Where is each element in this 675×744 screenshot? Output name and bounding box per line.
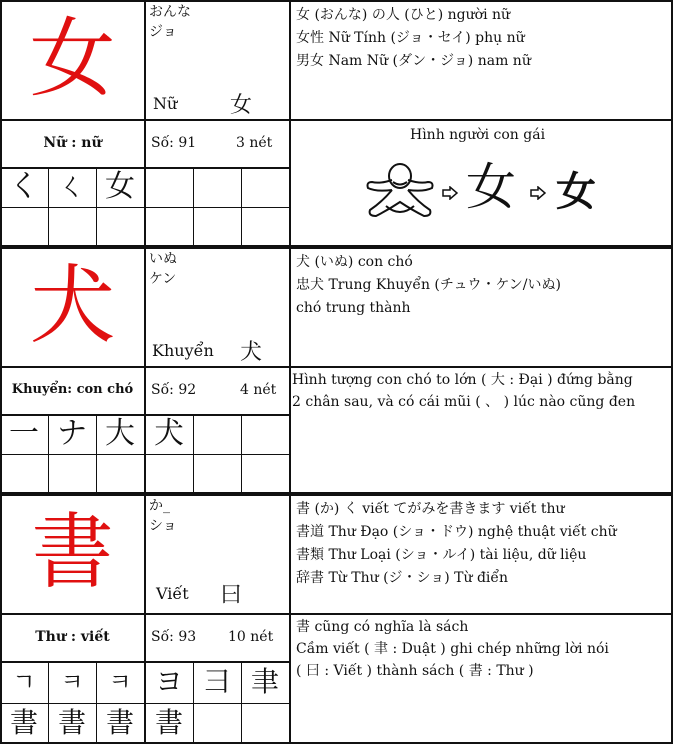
meaning-line: chó trung thành [296, 300, 411, 316]
stroke-step: 女 [105, 169, 135, 204]
description-title: Hình người con gái [410, 127, 546, 143]
stroke-step: 大 [105, 416, 135, 451]
big-kanji: 書 [31, 505, 114, 600]
stroke-box [96, 454, 145, 494]
evolution-kanji-handwritten: 女 [466, 158, 516, 216]
on-reading: ショ [149, 518, 177, 534]
meaning-line: 男女 Nam Nữ (ダン・ジョ) nam nữ [296, 53, 531, 69]
meaning-line: 忠犬 Trung Khuyển (チュウ・ケン/いぬ) [296, 277, 561, 293]
stroke-count: 10 nét [228, 629, 274, 645]
description-line: Cầm viết ( 聿 : Duật ) ghi chép những lời nói [296, 641, 609, 657]
description-line: Hình tượng con chó to lớn ( 大 : Đại ) đứng bằng [292, 372, 633, 388]
stroke-count: 3 nét [236, 135, 273, 151]
stroke-box [48, 454, 97, 494]
kanji-number: Số: 92 [151, 382, 197, 398]
radical-glyph: 女 [230, 93, 253, 118]
kanji-number: Số: 93 [151, 629, 197, 645]
stroke-step: く [9, 169, 39, 204]
arrow-right-icon [442, 186, 458, 200]
radical-glyph: 曰 [220, 583, 243, 608]
stroke-box [193, 703, 242, 744]
meaning-line: 女 (おんな) の人 (ひと) người nữ [296, 7, 511, 23]
stroke-step: 書 [57, 706, 86, 739]
meaning-line: 犬 (いぬ) con chó [296, 254, 413, 270]
stroke-box [241, 415, 290, 455]
stroke-box [145, 168, 194, 208]
stroke-box [145, 454, 194, 494]
stroke-box [193, 415, 242, 455]
meanings-list [296, 251, 561, 320]
meaning-line: 書 (か) く viết てがみを書きます viết thư [296, 501, 565, 517]
description-text [292, 369, 635, 413]
meaning-line: 書道 Thư Đạo (ショ・ドウ) nghệ thuật viết chữ [296, 524, 617, 540]
stroke-step: ヨ [154, 665, 183, 698]
stroke-step: ナ [57, 416, 87, 451]
on-reading: ジョ [149, 24, 177, 40]
stroke-step: ㄱ [12, 668, 36, 696]
evolution-kanji-print: 女 [556, 168, 596, 215]
stroke-step: ㄑ [57, 169, 87, 204]
stroke-step: 一 [9, 416, 39, 451]
vn-word: Khuyển [152, 341, 214, 360]
kanji-card-thu [0, 494, 673, 744]
radical-glyph: 犬 [240, 340, 263, 365]
kun-reading: か_ [149, 498, 170, 514]
kanji-label: Thư : viết [35, 629, 110, 645]
arrow-right-icon [530, 186, 546, 200]
stroke-step: 書 [105, 706, 134, 739]
meaning-line: 女性 Nữ Tính (ジョ・セイ) phụ nữ [296, 30, 525, 46]
stroke-step: 聿 [250, 665, 279, 698]
kanji-card-nu [0, 0, 673, 247]
meaning-line: 辞書 Từ Thư (ジ・ショ) Từ điển [296, 570, 509, 586]
stroke-box [0, 454, 49, 494]
stroke-step: 犬 [154, 416, 184, 451]
stroke-step: 書 [9, 706, 38, 739]
description-text [296, 616, 609, 682]
stroke-box [96, 207, 145, 247]
vn-word: Nữ [153, 94, 178, 113]
stroke-box [241, 207, 290, 247]
description-line: ( 曰 : Viết ) thành sách ( 書 : Thư ) [296, 663, 534, 679]
description-line: 2 chân sau, và có cái mũi ( 、 ) lúc nào cũng đen [292, 394, 636, 410]
kanji-card-khuyen [0, 247, 673, 494]
vn-word: Viết [156, 584, 189, 603]
stroke-box [241, 454, 290, 494]
stroke-box [48, 207, 97, 247]
stroke-box [193, 168, 242, 208]
stroke-step: 書 [154, 706, 183, 739]
stroke-box [193, 207, 242, 247]
meaning-line: 書類 Thư Loại (ショ・ルイ) tài liệu, dữ liệu [296, 547, 587, 563]
kanji-label: Nữ : nữ [43, 135, 102, 151]
stroke-step: ㅋ [108, 668, 132, 696]
woman-pictograph-icon [362, 160, 438, 226]
kun-reading: おんな [149, 4, 191, 20]
stroke-box [241, 168, 290, 208]
kun-reading: いぬ [149, 251, 177, 267]
meanings-list [296, 498, 617, 590]
on-reading: ケン [149, 271, 177, 287]
stroke-step: ⺕ [202, 665, 231, 698]
meanings-list [296, 4, 531, 73]
stroke-step: ㅋ [60, 668, 84, 696]
stroke-count: 4 nét [240, 382, 277, 398]
stroke-box [193, 454, 242, 494]
kanji-number: Số: 91 [151, 135, 197, 151]
kanji-label: Khuyển: con chó [11, 382, 134, 397]
big-kanji: 犬 [29, 256, 116, 356]
stroke-box [0, 207, 49, 247]
stroke-box [241, 703, 290, 744]
stroke-box [145, 207, 194, 247]
big-kanji: 女 [29, 9, 116, 109]
description-line: 書 cũng có nghĩa là sách [296, 619, 469, 635]
